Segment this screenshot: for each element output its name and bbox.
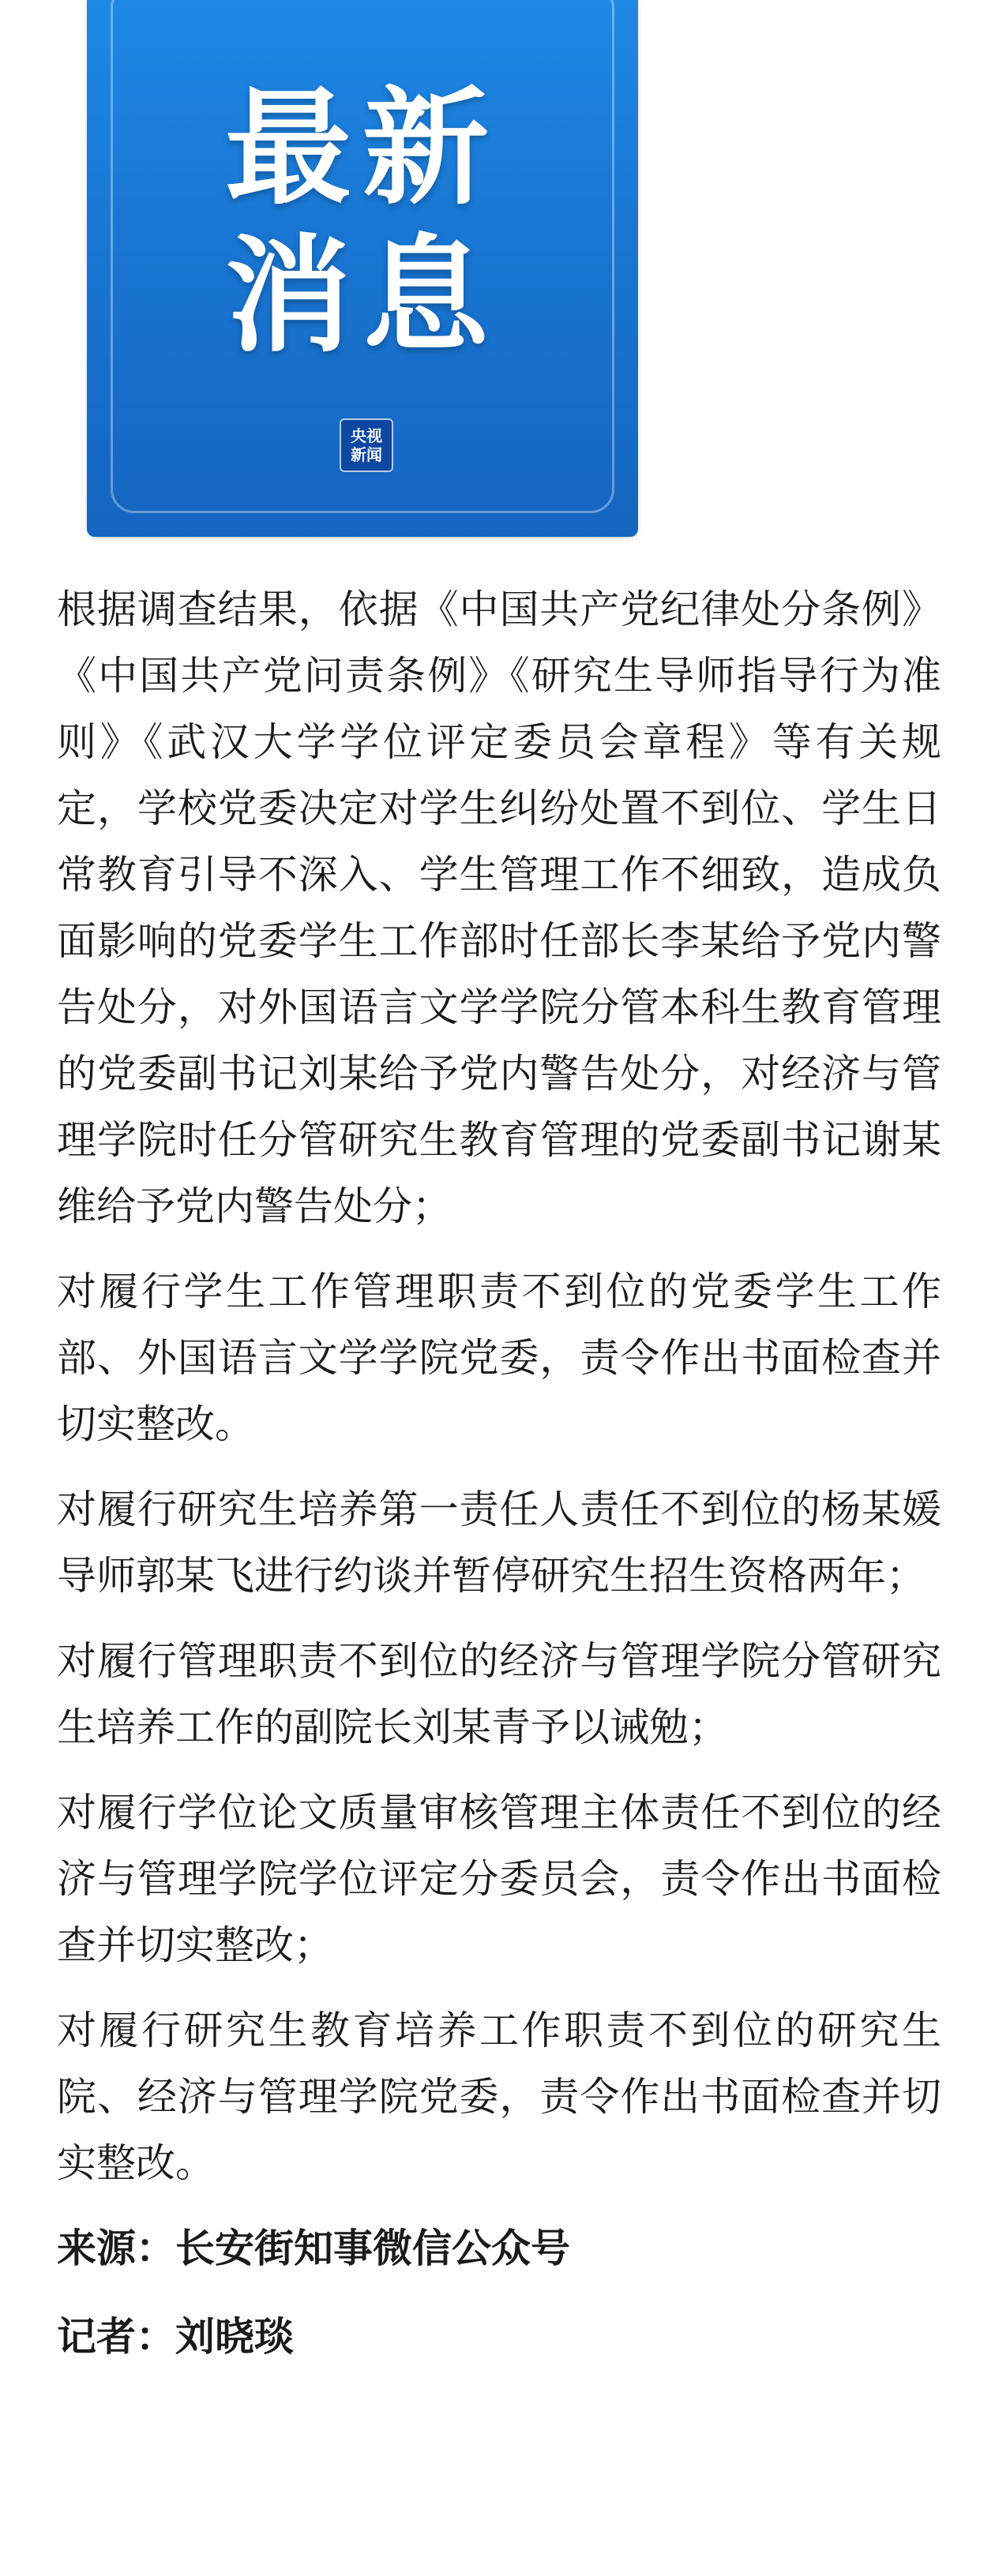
article-reporter: 记者：刘晓琰 [57,2314,294,2360]
logo-text-line1: 央视 [351,426,382,445]
article-paragraph: 对履行研究生教育培养工作职责不到位的研究生院、经济与管理学院党委，责令作出书面检查并切实整改。 [57,2008,941,2186]
article-paragraph: 对履行学位论文质量审核管理主体责任不到位的经济与管理学院学位评定分委员会，责令作出书面检查并切实整改； [57,1790,941,1968]
hero-title-line1: 最新 [224,74,500,222]
cctv-news-logo [340,418,393,472]
article-source: 来源：长安街知事微信公众号 [57,2225,570,2271]
news-hero-image [87,0,638,537]
article-paragraph: 根据调查结果，依据《中国共产党纪律处分条例》《中国共产党问责条例》《研究生导师指导行为准则》《武汉大学学位评定委员会章程》等有关规定，学校党委决定对学生纠纷处置不到位、学生日常教育引导不深入、学生管理工作不细致，造成负面影响的党委学生工作部时任部长李某给予党内警告处分，对外国语言文学学院分管本科生教育管理的党委副书记刘某给予党内警告处分，对经济与管理学院时任分管研究生教育管理的党委副书记谢某维给予党内警告处分； [57,587,941,1229]
hero-title-line2: 消息 [224,222,500,369]
article-paragraph: 对履行学生工作管理职责不到位的党委学生工作部、外国语言文学学院党委，责令作出书面检查并切实整改。 [57,1269,941,1447]
logo-text-line2: 新闻 [351,445,382,464]
article-paragraph: 对履行管理职责不到位的经济与管理学院分管研究生培养工作的副院长刘某青予以诫勉； [57,1638,941,1750]
article-body [57,576,941,2392]
article-paragraph: 对履行研究生培养第一责任人责任不到位的杨某媛导师郭某飞进行约谈并暂停研究生招生资格两年； [57,1487,941,1599]
